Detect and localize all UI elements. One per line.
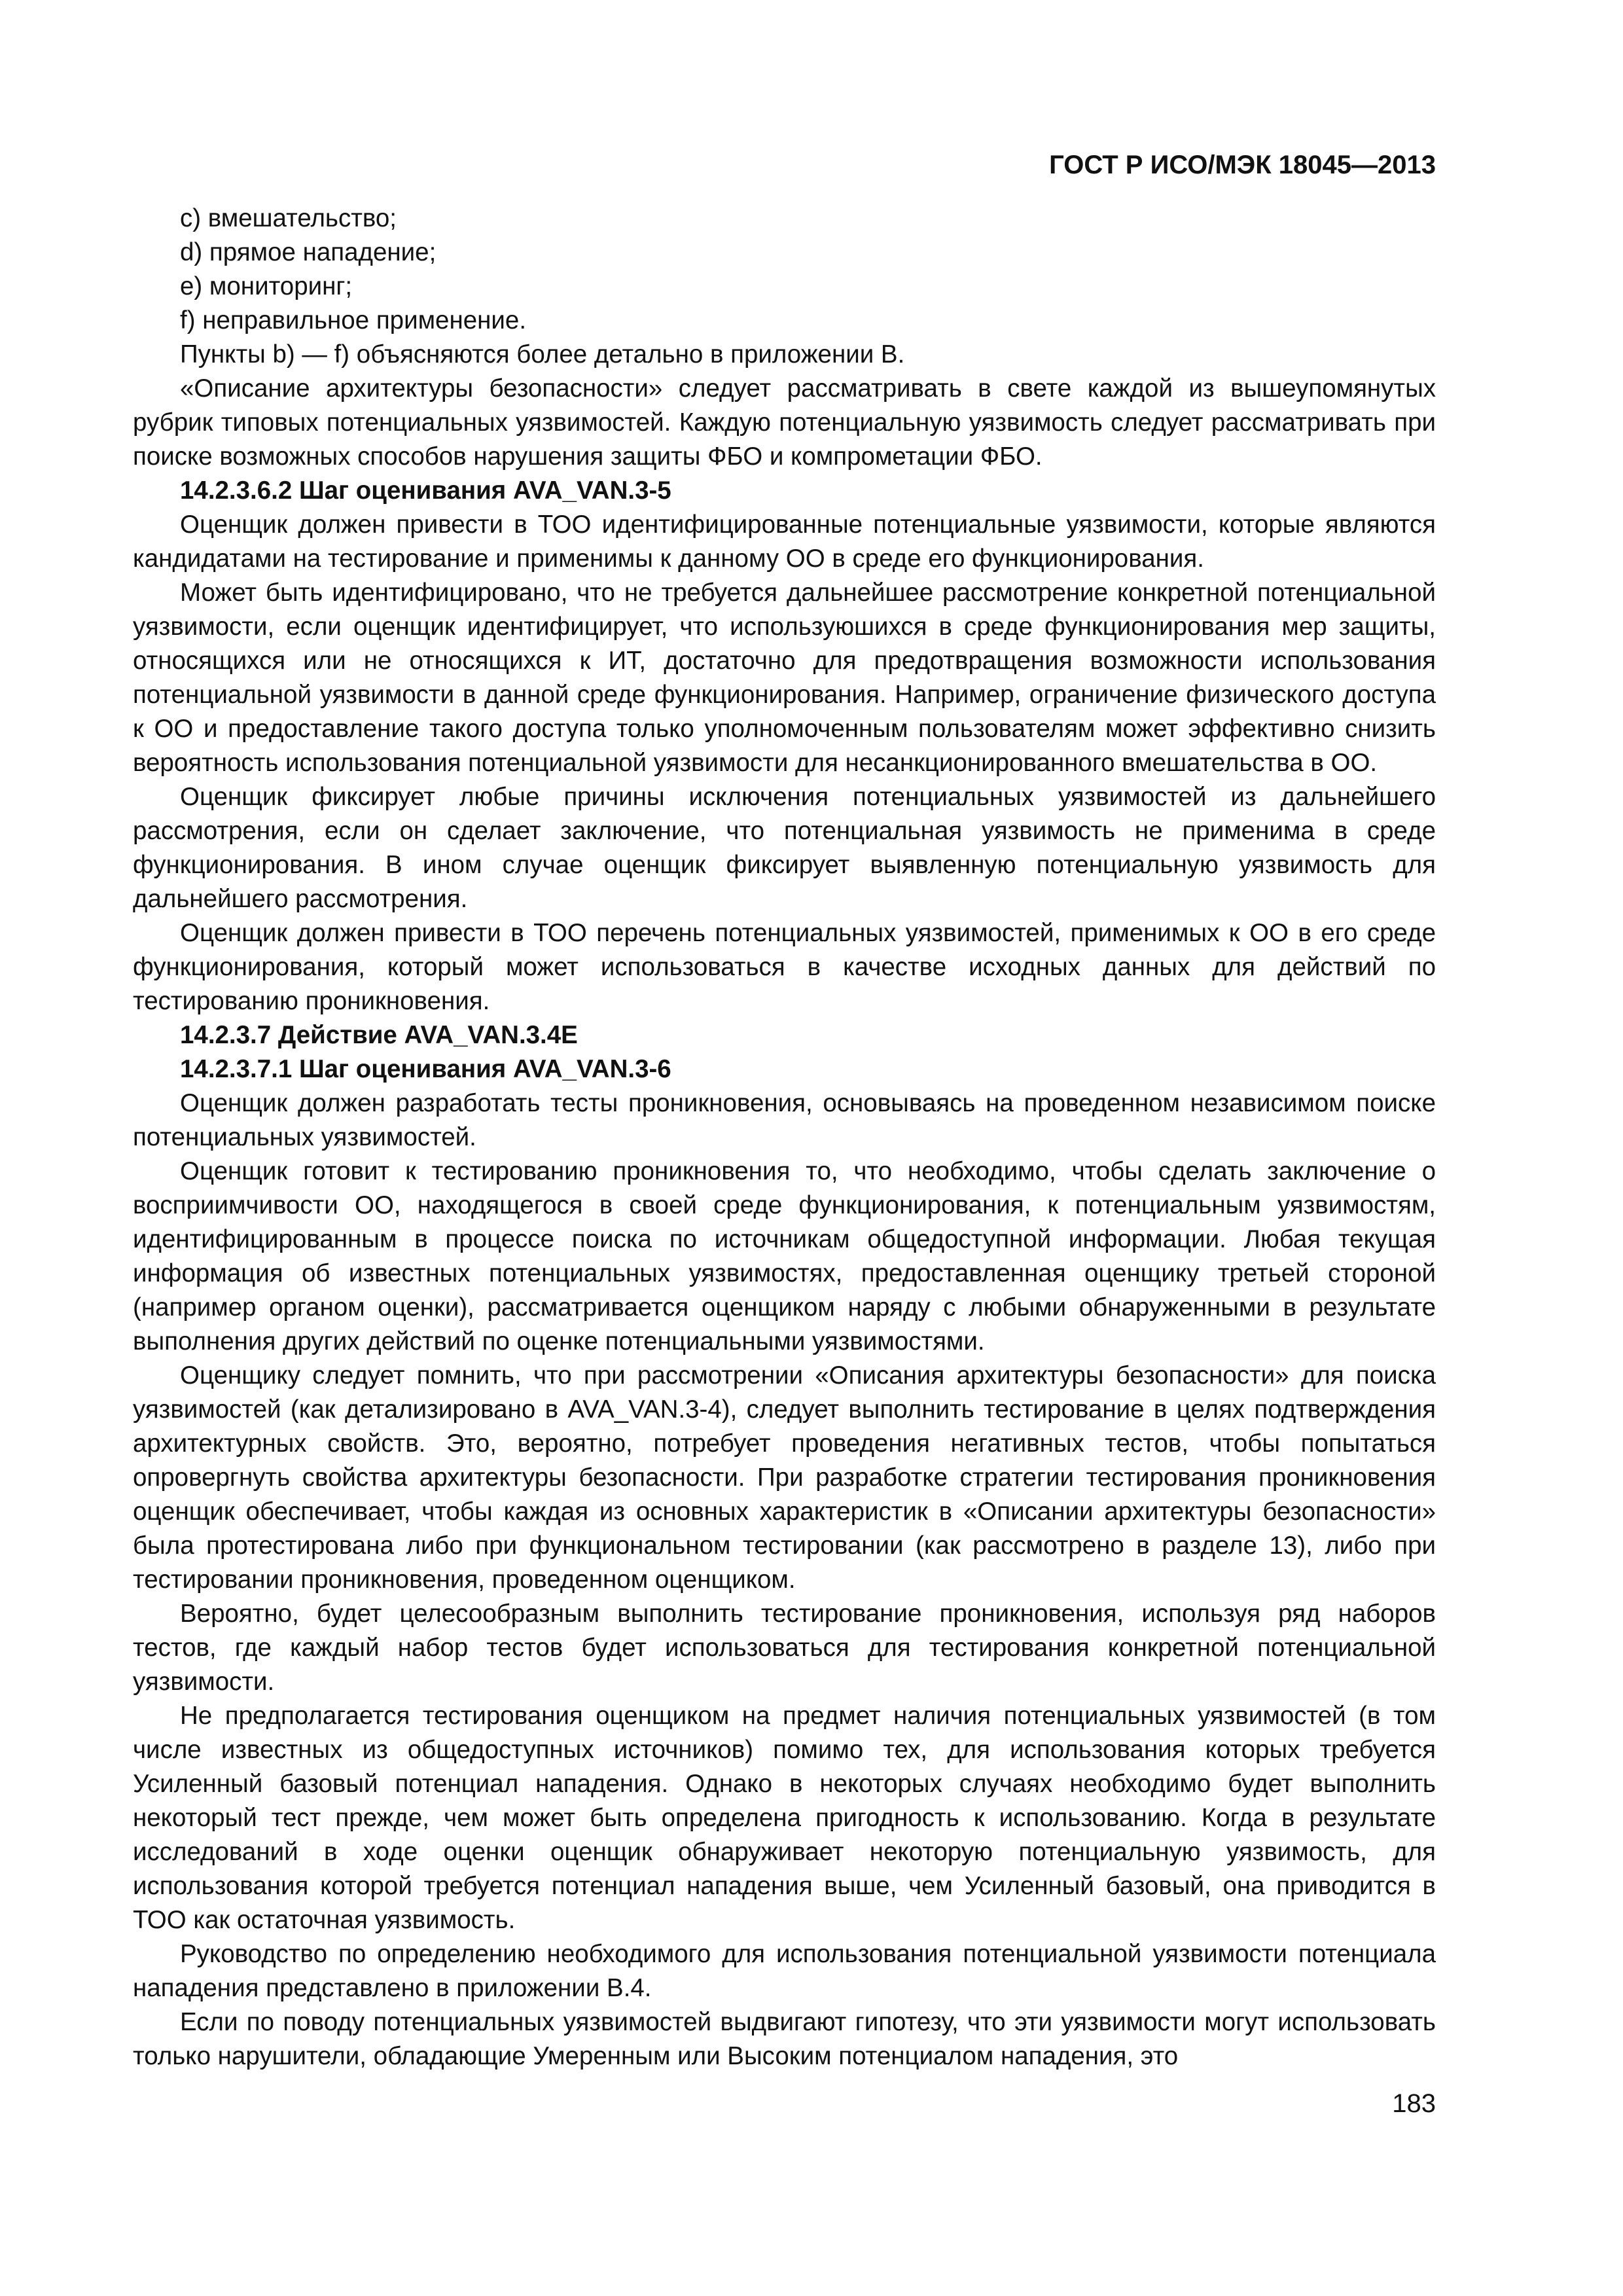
paragraph: Может быть идентифицировано, что не требуется дальнейшее рассмотрение конкретной потенциальной уязвимости, если оценщик идентифицирует, что используюшихся в среде функционирования мер защиты, относящихся или не относящихся к ИТ, достаточно для предотвращения возможности использования потенциальной уязвимости в данной среде функционирования. Например, ограничение физического доступа к ОО и предоставление такого доступа только уполномоченным пользователям может эффективно снизить вероятность использования потенциальной уязвимости для несанкционированного вмешательства в ОО. bbox=[133, 579, 1436, 777]
paragraph: Оценщик готовит к тестированию проникновения то, что необходимо, чтобы сделать заключение о восприимчивости ОО, находящегося в своей среде функционирования, к потенциальным уязвимостям, идентифицированным в процессе поиска по источникам общедоступной информации. Любая текущая информация об известных потенциальных уязвимостях, предоставленная оценщику третьей стороной (например органом оценки), рассматривается оценщиком наряду с любыми обнаруженными в результате выполнения других действий по оценке потенциальными уязвимостями. bbox=[133, 1157, 1436, 1355]
paragraph: «Описание архитектуры безопасности» следует рассматривать в свете каждой из вышеупомянутых рубрик типовых потенциальных уязвимостей. Каждую потенциальную уязвимость следует рассматривать при поиске возможных способов нарушения защиты ФБО и компрометации ФБО. bbox=[133, 374, 1436, 471]
paragraph: Оценщик должен привести в ТОО перечень потенциальных уязвимостей, применимых к ОО в его среде функционирования, который может использоваться в качестве исходных данных для действий по тестированию проникновения. bbox=[133, 919, 1436, 1015]
list-item-e: e) мониторинг; bbox=[180, 272, 353, 300]
list-item-f: f) неправильное применение. bbox=[180, 306, 527, 334]
paragraph: Оценщик должен привести в ТОО идентифицированные потенциальные уязвимости, которые являются кандидатами на тестирование и применимы к данному ОО в среде его функционирования. bbox=[133, 511, 1436, 573]
body-text bbox=[133, 202, 1436, 2073]
paragraph: Оценщик фиксирует любые причины исключения потенциальных уязвимостей из дальнейшего рассмотрения, если он сделает заключение, что потенциальная уязвимость не применима в среде функционирования. В ином случае оценщик фиксирует выявленную потенциальную уязвимость для дальнейшего рассмотрения. bbox=[133, 783, 1436, 913]
standard-code-header: ГОСТ Р ИСО/МЭК 18045—2013 bbox=[1049, 151, 1436, 179]
paragraph: Руководство по определению необходимого для использования потенциальной уязвимости потенциала нападения представлено в приложении В.4. bbox=[133, 1940, 1436, 2002]
paragraph: Оценщику следует помнить, что при рассмотрении «Описания архитектуры безопасности» для поиска уязвимостей (как детализировано в AVA_VAN.3-4), следует выполнить тестирование в целях подтверждения архитектурных свойств. Это, вероятно, потребует проведения негативных тестов, чтобы попытаться опровергнуть свойства архитектуры безопасности. При разработке стратегии тестирования проникновения оценщик обеспечивает, чтобы каждая из основных характеристик в «Описании архитектуры безопасности» была протестирована либо при функциональном тестировании (как рассмотрено в разделе 13), либо при тестировании проникновения, проведенном оценщиком. bbox=[133, 1361, 1436, 1594]
section-heading: 14.2.3.7.1 Шаг оценивания AVA_VAN.3-6 bbox=[180, 1055, 671, 1083]
section-heading: 14.2.3.7 Действие AVA_VAN.3.4E bbox=[180, 1021, 578, 1049]
list-item-c: c) вмешательство; bbox=[180, 204, 397, 232]
paragraph: Если по поводу потенциальных уязвимостей выдвигают гипотезу, что эти уязвимости могут использовать только нарушители, обладающие Умеренным или Высоким потенциалом нападения, это bbox=[133, 2008, 1436, 2070]
section-heading: 14.2.3.6.2 Шаг оценивания AVA_VAN.3-5 bbox=[180, 476, 671, 505]
page-number: 183 bbox=[1392, 2089, 1436, 2118]
paragraph: Оценщик должен разработать тесты проникновения, основываясь на проведенном независимом поиске потенциальных уязвимостей. bbox=[133, 1089, 1436, 1151]
paragraph: Вероятно, будет целесообразным выполнить тестирование проникновения, используя ряд наборов тестов, где каждый набор тестов будет использоваться для тестирования конкретной потенциальной уязвимости. bbox=[133, 1600, 1436, 1696]
paragraph: Пункты b) — f) объясняются более детально в приложении В. bbox=[180, 340, 905, 368]
paragraph: Не предполагается тестирования оценщиком на предмет наличия потенциальных уязвимостей (в том числе известных из общедоступных источников) помимо тех, для использования которых требуется Усиленный базовый потенциал нападения. Однако в некоторых случаях необходимо будет выполнить некоторый тест прежде, чем может быть определена пригодность к использованию. Когда в результате исследований в ходе оценки оценщик обнаруживает некоторую потенциальную уязвимость, для использования которой требуется потенциал нападения выше, чем Усиленный базовый, она приводится в ТОО как остаточная уязвимость. bbox=[133, 1702, 1436, 1934]
list-item-d: d) прямое нападение; bbox=[180, 238, 437, 266]
